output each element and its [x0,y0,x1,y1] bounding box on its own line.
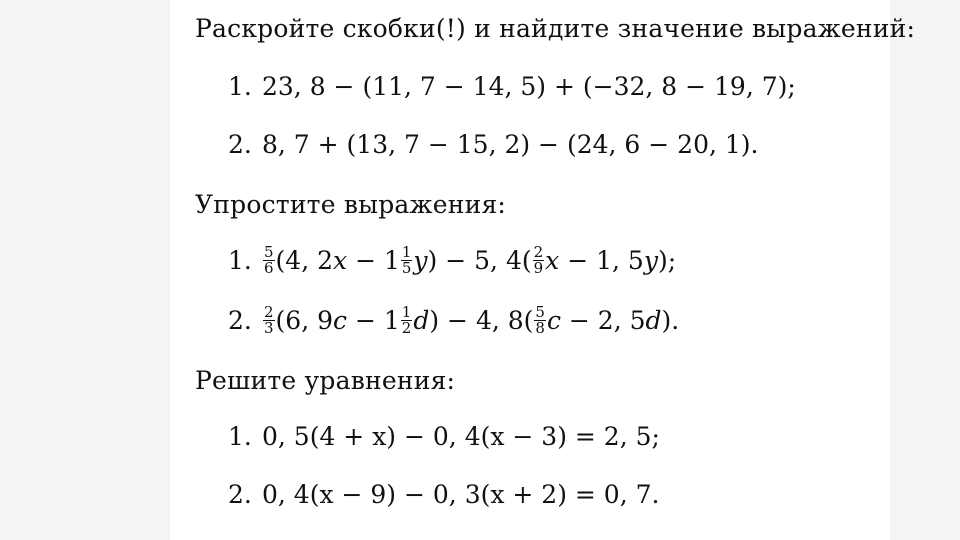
section-heading-expand-brackets: Раскройте скобки(!) и найдите значение выражений: [195,14,916,43]
math-expression: 23, 8 − (11, 7 − 14, 5) + (−32, 8 − 19, 7); [262,72,796,101]
list-item [228,130,758,159]
list-item [228,72,796,101]
fraction: $\frac{2}{9}$ [533,243,544,277]
item-number: 2. [228,130,252,159]
list-item [228,480,659,509]
list-item [228,243,677,278]
item-number: 1. [228,422,252,451]
fraction: $\frac{1}{2}$ [401,303,412,337]
fraction: $\frac{1}{5}$ [401,243,412,277]
item-number: 2. [228,306,252,335]
item-number: 1. [228,246,252,275]
item-number: 2. [228,480,252,509]
fraction: $\frac{2}{3}$ [264,303,274,337]
list-item [228,422,660,451]
math-expression: 8, 7 + (13, 7 − 15, 2) − (24, 6 − 20, 1). [262,130,759,159]
math-expression: $\frac{5}{6}$ (4, 2x − 1 $\frac{1}{5}$ y) − 5, 4( $\frac{2}{9}$ x − 1, 5y); [264,243,677,277]
fraction: $\frac{5}{6}$ [264,243,274,277]
section-heading-simplify: Упростите выражения: [195,190,507,219]
math-expression: 0, 4(x − 9) − 0, 3(x + 2) = 0, 7. [262,480,660,509]
math-expression: 0, 5(4 + x) − 0, 4(x − 3) = 2, 5; [262,422,660,451]
section-heading-solve-equations: Решите уравнения: [195,366,456,395]
math-expression: $\frac{2}{3}$ (6, 9c − 1 $\frac{1}{2}$ d) − 4, 8( $\frac{5}{8}$ c − 2, 5d). [264,303,680,337]
item-number: 1. [228,72,252,101]
fraction: $\frac{5}{8}$ [535,303,545,337]
list-item [228,303,680,338]
